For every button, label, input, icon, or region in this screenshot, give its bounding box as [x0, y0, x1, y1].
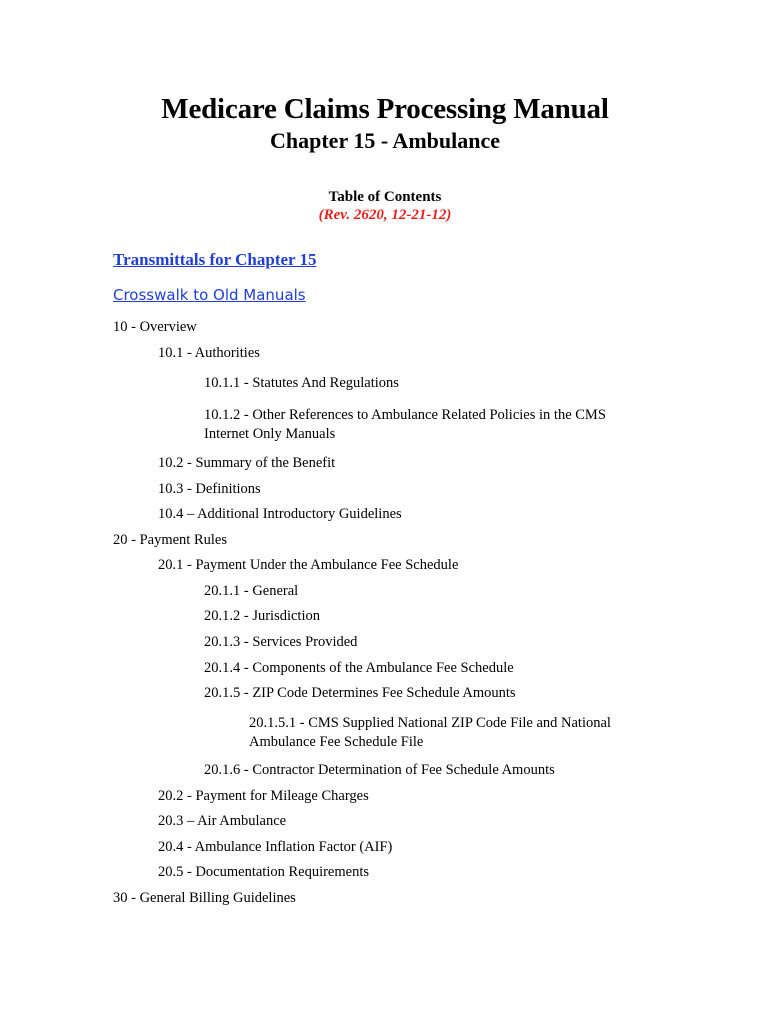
toc-entry-20-1[interactable]: 20.1 - Payment Under the Ambulance Fee Schedule — [158, 557, 459, 573]
toc-entry-20-1-5-1-line2: Ambulance Fee Schedule File — [249, 734, 424, 750]
toc-entry-20-4[interactable]: 20.4 - Ambulance Inflation Factor (AIF) — [158, 839, 393, 855]
toc-heading: Table of Contents — [328, 189, 442, 205]
toc-entry-30[interactable]: 30 - General Billing Guidelines — [113, 890, 296, 906]
toc-entry-20-5[interactable]: 20.5 - Documentation Requirements — [158, 864, 370, 880]
toc-entry-20-1-5-1-line1: 20.1.5.1 - CMS Supplied National ZIP Code File and National — [249, 715, 611, 731]
toc-entry-10[interactable]: 10 - Overview — [113, 319, 197, 335]
toc-entry-10-3[interactable]: 10.3 - Definitions — [158, 481, 261, 497]
toc-entry-20-1-2[interactable]: 20.1.2 - Jurisdiction — [204, 608, 320, 624]
toc-entry-20-2[interactable]: 20.2 - Payment for Mileage Charges — [158, 788, 369, 804]
toc-entry-10-4[interactable]: 10.4 – Additional Introductory Guidelines — [158, 506, 402, 522]
toc-entry-10-1-1[interactable]: 10.1.1 - Statutes And Regulations — [204, 375, 399, 391]
transmittals-link[interactable]: Transmittals for Chapter 15 — [113, 250, 317, 269]
page-title: Medicare Claims Processing Manual — [161, 93, 609, 125]
toc-entry-10-1-2[interactable] — [204, 406, 606, 444]
toc-entry-20-1-6[interactable]: 20.1.6 - Contractor Determination of Fee Schedule Amounts — [204, 762, 555, 778]
toc-entry-20-1-1[interactable]: 20.1.1 - General — [204, 583, 299, 599]
toc-entry-10-1-2-line1: 10.1.2 - Other References to Ambulance Related Policies in the CMS — [204, 407, 606, 423]
toc-entry-20-1-4[interactable]: 20.1.4 - Components of the Ambulance Fee Schedule — [204, 660, 514, 676]
toc-entry-20-1-5-1[interactable] — [249, 714, 611, 752]
chapter-title: Chapter 15 - Ambulance — [270, 128, 500, 153]
revision-note: (Rev. 2620, 12-21-12) — [318, 207, 452, 223]
toc-entry-20-1-5[interactable]: 20.1.5 - ZIP Code Determines Fee Schedule Amounts — [204, 685, 516, 701]
toc-entry-10-1[interactable]: 10.1 - Authorities — [158, 345, 260, 361]
toc-entry-20-3[interactable]: 20.3 – Air Ambulance — [158, 813, 287, 829]
toc-entry-10-1-2-line2: Internet Only Manuals — [204, 426, 336, 442]
toc-entry-20[interactable]: 20 - Payment Rules — [113, 532, 227, 548]
toc-entry-20-1-3[interactable]: 20.1.3 - Services Provided — [204, 634, 358, 650]
toc-entry-10-2[interactable]: 10.2 - Summary of the Benefit — [158, 455, 336, 471]
crosswalk-link[interactable]: Crosswalk to Old Manuals — [113, 286, 306, 304]
